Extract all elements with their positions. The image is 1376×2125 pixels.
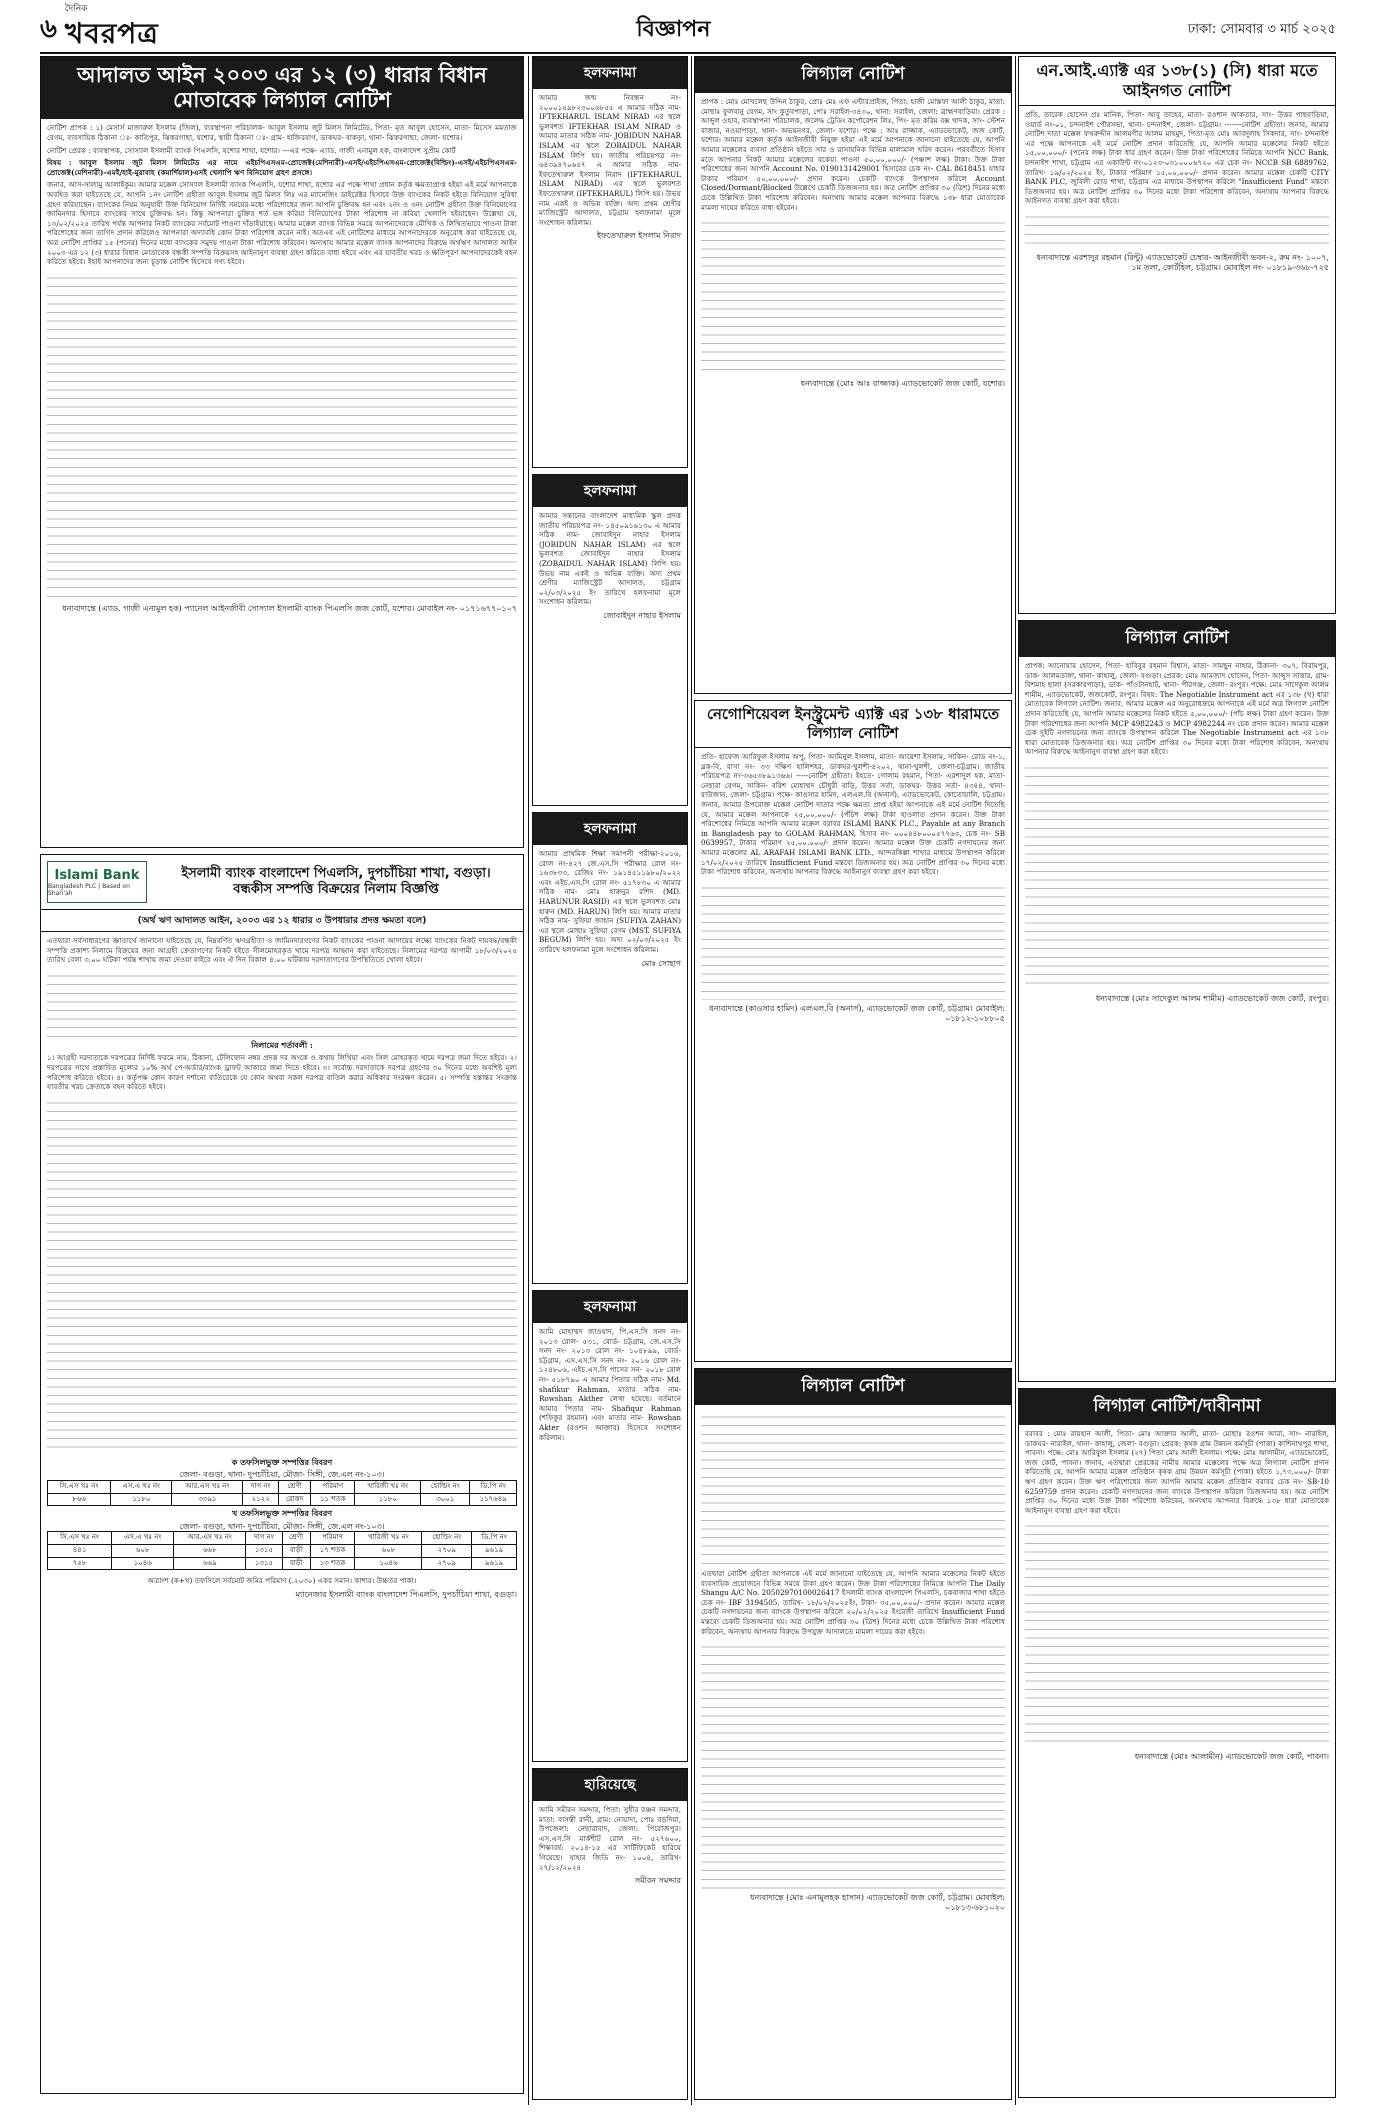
table-header-cell: ডি.পি নং	[470, 1480, 517, 1493]
notice-body	[1019, 657, 1335, 1008]
legal-notice-1	[694, 56, 1012, 694]
text-continuation	[1025, 760, 1329, 990]
table-cell: রোকদ	[279, 1493, 311, 1506]
notice-title: লিগ্যাল নোটিশ	[695, 57, 1011, 93]
text-continuation	[701, 215, 1005, 375]
column-rule	[528, 56, 529, 2105]
paper-name	[65, 1, 159, 59]
terms-text: ১। আগ্রহী দরদাতাকে দরপত্রের নির্দিষ্ট ফরমে নাম, ঠিকানা, টেলিফোন নম্বর প্রদত্ত দর অংকে ও কথায় লিখিয়া এবং সিল মোহরকৃত খামে দরপত্র জমা দিতে হইবে। ২। দরপত্রের সাথে প্রস্তাবিত মূল্যের ১০% অর্থ পে-অর্ডার/ব্যাংক ড্রাফট আকারে জমা দিতে হইবে। ৩। সর্বোচ্চ দরদাতাকে দরপত্র গ্রহণের ৩০ দিনের মধ্যে অবশিষ্ট মূল্য পরিশোধ করিতে হইবে। ৪। কর্তৃপক্ষ কোন কারণ দর্শানো ব্যতিরেকে যে কোন অথবা সকল দরপত্র বাতিল করার অধিকার সংরক্ষণ করেন। ৫। সম্পত্তি হস্তান্তর সংক্রান্ত যাবতীয় খরচ ক্রেতাকে বহন করিতে হইবে।	[47, 1053, 517, 1092]
column-rule	[1015, 56, 1016, 2105]
notice-text: প্রাপক : মোঃ মোখলেছ উদ্দিন ঠাকুর, প্রোঃ মেঃ এফ এন্টারপ্রাইজ, পিতা: হাজী মোস্তফা আলী ঠাকুর, মাতা: মোছাঃ ফুলবানু বেগম, সাং কুতুবপাড়া, পোঃ সরাইল-৩৪৩০, থানা: সরাইল, জেলা: ব্রাহ্মণবাড়িয়া। প্রেরক : আব্দুল ওহাব, ব্যবস্থাপনা পরিচালক, জলেদ্ধ ট্রেডিং কর্পোরেশন লিঃ, পিং- মৃত করিম বক্স খাদক, সাং- স্টেশন বাজার, নওয়াপাড়া, থানা- অভয়নগর, জেলা- যশোর। পক্ষে : আঃ রাজ্জাক, এ্যাডভোকেট, জজ কোর্ট, যশোর। আমার মক্কেল কর্তৃক আইনজীবী নিযুক্ত হইয়া এই মর্মে আপনাকে জানানো যাইতেছে যে, আপনি আমার মক্কেলের ব্যবসা প্রতিষ্ঠান হইতে সার ও রাসায়নিক বিভিন্ন মালামাল খরিদ করেন। পরবর্তীতে হিসাব মতে আপনার নিকট আমার মক্কেলের বকেয়া পাওনা ৫০,০০,০০০/- (পঞ্চাশ লক্ষ) টাকা। উক্ত টাকা পরিশোধের জন্য আপনি Account No. 0190131429001 হিসাবের চেক নং- CAL 8618451 যাহার টাকার পরিমাণ ৫০,০০,০০০/- প্রদান করেন। চেকটি ব্যাংকে উপস্থাপন করিলে Account Closed/Dormant/Blocked উল্লেখে চেকটি ডিজঅনার হয়। অত্র নোটিশ প্রাপ্তির ৩০ (ত্রিশ) দিনের মধ্যে চেকে উল্লিখিত টাকা পরিশোধ করিবেন। অন্যথায় আমার মক্কেল আপনার বিরুদ্ধে ১৩৮ ধারা মোতাবেক মামলা দায়ের করিতে বাধ্য হইবেন।	[701, 97, 1005, 212]
schedule-2-location: জেলা- বগুড়া, থানা- দুপচাঁচিয়া, মৌজা- সিঙ্গী, জে.এল নং-১০৩।	[179, 1521, 385, 1531]
notice-title: লিগ্যাল নোটিশ	[1019, 621, 1335, 657]
table-cell: ১৭ শতক	[310, 1544, 355, 1557]
table-cell: ৯৬১৯	[472, 1557, 517, 1570]
affidavit-title: হলফনামা	[533, 813, 687, 845]
masthead	[40, 1, 159, 59]
affidavit-text: আমার জন্ম নিবন্ধন নং- ২০০০১৫৯৮২৩০০৬৮৫৫ এ আমার সঠিক নাম- IFTEKHARUL ISLAM NIRAD এর স্থলে ভুলবশত IFTEKHAR ISLAM NIRAD ও আমার মাতার সঠিক নাম- JOBIDUN NAHAR ISLAM এর স্থলে ZOBAIDUL NAHAR ISLAM লিপি হয়। জাতীয় পরিচয়পত্র নং- ৬৪৩৯৪৭০৬৫৭ এ আমার সঠিক নাম- ইফতেখারুল ইসলাম নিরাদ (IFTEKHARUL ISLAM NIRAD) এর স্থলে ভুলবশত ইফতেখারুল (IFTEKHARUL) লিপি হয়। উভয় নাম একই ও অভিন্ন ব্যক্তি। অদ্য প্রথম শ্রেণীর ম্যাজিস্ট্রেট আদালত, চট্টগ্রাম হলফনামা মূলে সংশোধন করিলাম।	[539, 93, 681, 227]
notice-signature: ধন্যবাদান্তে এরশাদুর রহমান (রিন্টু) এ্যাডভোকেট চেম্বার- আইনজীবী ভবন-২, রুম নং- ১০০৭, ১ম তলা, কোর্টহিল, চট্টগ্রাম। মোবাইল নং- ০১৮১৯-৩৬৮-৭২৫	[1036, 252, 1329, 272]
table-row	[48, 1493, 517, 1506]
table-cell: ৪৪১	[48, 1544, 112, 1557]
affidavit-text: আমার সন্তানের বাংলাদেশ মাধ্যমিক স্কুল প্রদত্ত জাতীয় পরিচয়পত্র নং- ১৪৫০৯১৬১৩০ এ আমার সঠিক নাম- জোবাইদুন নাহার ইসলাম (JOBIDUN NAHAR ISLAM) এর স্থলে ভুলবশত জোবাইদুন নাহার ইসলাম (ZOBAIDUL NAHAR ISLAM) লিপি হয়। উভয় নাম একই ও অভিন্ন ব্যক্তি। অদ্য প্রথম শ্রেণীর ম্যাজিস্ট্রেট আদালত, চট্টগ্রাম ০২/০৩/২০২৫ ইং তারিখে হলফনামা মূলে সংশোধন করিলাম।	[539, 511, 681, 607]
text-continuation	[701, 1639, 1005, 1889]
lost-title: হারিয়েছে	[533, 1769, 687, 1801]
notice-text: প্রতি- হাফেজ আরিফুল ইসলাম অপু, পিতা- আমিনুল ইসলাম, মাতা- আয়েশা ইসলাম, সাকিন- রোড নং-১, ব্লক-বি, বাসা নং- ৩৩ দক্ষিণ হালিশহর, ডাকঘর-খুলশী-৪২০২, থানা-খুলশী, জেলা-চট্টগ্রাম। জাতীয় পরিচয়পত্র নং-৩৬৫৩৮৯১৩৬৬। -----নোটিশ গ্রহীতা। ইহতে- গোলাম রহমান, পিতা- এরশাদুল হক, মাতা- নেছারা বেগম, সাকিন- বরিশ মোহাম্মদ চৌধুরী বাড়ি, উত্তর সর্তা, ডাকঘর- উত্তর সর্তা- ৪৩৪৪, থানা- রাউজান, জেলা- চট্টগ্রাম। পক্ষে- কাওসার হামিদ, এলএল.বি (অনার্স), এ্যাডভোকেট, কোতোয়ালি, চট্টগ্রাম। জনাব, আমার উপরোক্ত মক্কেল নোটিশ দাতার পক্ষে ক্ষমতা প্রাপ্ত হইয়া আপনাকে এই মর্মে নোটিশ দিতেছি যে, আমার মক্কেল আপনাকে ২৫,০০,০০০/- (পঁচিশ লক্ষ) টাকা হাওলাত প্রদান করেন। উক্ত টাকা পরিশোধের নিমিত্তে আপনি আমার মক্কেল বরাবর ISLAMI BANK PLC., Payable at any Branch in Bangladesh pay to GOLAM RAHMAN, হিসাব নং- ০০০৪৪৮০০০৫৭৭৬৩, চেক নং- SB 0639957, টাকার পরিমাণ ২৫,০০,০০০/- প্রদান করেন। আমার মক্কেল উক্ত চেকটি নগদায়নের জন্য আমার মক্কেলের AL ARAFAH ISLAMI BANK LTD., আন্দরকিল্লা শাখার মাধ্যমে উপস্থাপন করিলে ১৭/০২/২০২৫ তারিখে Insufficient Fund মন্তব্যে ডিজঅনার হয়। অত্র নোটিশ প্রাপ্তির ৩০ দিনের মধ্যে টাকা পরিশোধ করিবেন, অন্যথায় আপনার বিরুদ্ধে আইনানুগ ব্যবস্থা গ্রহণ করা হইবে।	[701, 752, 1005, 877]
schedule-2-table	[47, 1531, 517, 1570]
table-header-cell: দাগ নং	[246, 1532, 282, 1545]
page-header	[40, 4, 1336, 54]
table-cell: ৬৬৯	[174, 1557, 246, 1570]
notice-body	[695, 93, 1011, 393]
table-cell: ১০৪৬	[355, 1557, 422, 1570]
affidavit-3	[532, 812, 688, 1284]
table-cell: ৬৬৮	[174, 1544, 246, 1557]
lost-notice	[532, 1768, 688, 2100]
table-cell: ১১৮০	[355, 1493, 421, 1506]
lost-text: আমি সমীরন সমদ্দার, পিতা: সুধীর রঞ্জন সমদ্দার, মাতা: বাসন্তী রানী, গ্রাম: নোয়াদা, পোঃ বড়দিয়া, উপজেলা: নেছারাবাদ, জেলা: পিরোজপুর। এস.এস.সি মার্কশীট রোল নং- ৫২৭৬০০, শিক্ষাবর্ষ: ২০১৪-১৫ এর সার্টিফিকেট হারিয়ে গিয়েছে। যাহার জিডি নং- ১০০৪, তারিখ- ২৭/১২/২০২৪	[539, 1805, 681, 1872]
section-title: বিজ্ঞাপন	[636, 16, 711, 42]
affidavit-signer: মোঃ সোহাগ	[641, 958, 681, 968]
notice-text: বরাবর : মোঃ রায়হান আলী, পিতা- মোঃ আক্তার আলী, মাতা- মোছাঃ রওশন আরা, সাং- নারাইল, ডাকঘর- নারাইল, থানা- কাহালু, জেলা- বগুড়া। প্রেরক: কৃষক গ্রাম উন্নয়ন কর্মসূচী (পাকা) কাশিনাথপুর শাখা, পাবনা। পক্ষে: মোঃ আরিফুল ইসলাম (২৭) পিতা মোঃ আলী ইসলাম। পক্ষে: মোঃ আলামীন, এ্যাডভোকেট, জজ কোর্ট, পাবনা। জনাব, এতদ্বারা প্রেরকের নামীয় আমার মক্কেলের পক্ষে অত্র লিগ্যাল নোটিশ প্রদান করিতেছি যে, আপনি আমার মক্কেল প্রতিষ্ঠান কৃষক গ্রাম উন্নয়ন কর্মসূচী (পাকা) হইতে ১,৭৩,০০০/- টাকা ঋণ গ্রহণ করেন। উক্ত ঋণ পরিশোধের জন্য আপনি আমার মক্কেল প্রতিষ্ঠান বরাবর চেক নং- SB-10 6259759 প্রদান করেন। চেকটি নগদায়নের জন্য ব্যাংকে উপস্থাপন করিলে ডিজঅনার হয়। অত্র নোটিশ প্রাপ্তির ৩০ দিনের মধ্যে উক্ত টাকা পরিশোধ করিবেন, অন্যথায় আপনার বিরুদ্ধে ১৩৮ ধারা মোতাবেক আইনানুগ ব্যবস্থা গ্রহণ করা হইবে।	[1025, 1429, 1329, 1515]
legal-notice-court-act	[40, 56, 524, 848]
notice-text: জনাব, আস-সালামু আলাইকুম। আমার মক্কেল সোস্যাল ইসলামী ব্যাংক পিএলসি, যশোর শাখা, যশোর এর পক্ষে শাখা প্রধান কর্তৃক ক্ষমতাপ্রাপ্ত হইয়া এই মর্মে আপনাকে অবহিত করা যাইতেছে যে, আপনি ১নং নোটিশ গ্রহীতা আবুল ইসলাম জুট মিলস লিঃ এর ম্যানেজিং ডাইরেক্টর হিসাবে উক্ত ব্যাংকের নিকট হইতে বিনিয়োগ সুবিধা গ্রহণ করিয়াছেন। ব্যাংকের নিয়ম অনুযায়ী উক্ত বিনিয়োগ নির্দিষ্ট সময়ের মধ্যে পরিশোধের জন্য আপনি চুক্তিবদ্ধ হন এবং ২নং ও ৩নং নোটিশ গ্রহীতা উক্ত বিনিয়োগের জামিনদার হিসাবে ব্যাংকের সাথে চুক্তিবদ্ধ হন। কিন্তু আপনারা চুক্তির শর্ত ভঙ্গ করিয়া বিনিয়োগের টাকা পরিশোধ না করিয়া খেলাপি হইয়াছেন। উল্লেখ্য যে, ১৩/০২/২০২৫ তারিখ পর্যন্ত আপনার নিকট ব্যাংকের সর্বমোট পাওনা দাঁড়াইয়াছে। আমার মক্কেল ব্যাংক বিভিন্ন সময়ে আপনাদেরকে মৌখিক ও লিখিতভাবে পাওনা টাকা পরিশোধের জন্য তাগিদ প্রদান করিলেও আপনারা অদ্যাবধি কোন টাকা পরিশোধ করেন নাই। অতএব এই নোটিশের মাধ্যমে আপনাদেরকে অনুরোধ করা যাইতেছে যে, অত্র নোটিশ প্রাপ্তির ১৫ (পনের) দিনের মধ্যে ব্যাংকের সমুদয় পাওনা টাকা পরিশোধ করিবেন। অন্যথায় আমার মক্কেল ব্যাংক আপনাদের বিরুদ্ধে অর্থঋণ আদালত আইন ২০০৩ এর ১২ (৩) ধারার বিধান মোতাবেক বন্ধকী সম্পত্তি বিক্রয়সহ আইনানুগ ব্যবস্থা গ্রহণ করিতে বাধ্য হইবে এবং এর যাবতীয় খরচ ও ক্ষতিপূরণ আপনাদেরকেই বহন করিতে হইবে। ইহাই আপনাদের জন্য চূড়ান্ত নোটিশ হিসেবে গণ্য হইবে।	[47, 180, 517, 267]
auction-title: বন্ধকীস সম্পত্তি বিক্রয়ের নিলাম বিজ্ঞপ্তি	[233, 882, 439, 897]
text-continuation	[47, 968, 517, 1038]
table-row	[48, 1557, 517, 1570]
table-header-cell: হোল্ডিং নং	[422, 1532, 472, 1545]
notice-title: আদালত আইন ২০০৩ এর ১২ (৩) ধারার বিধান মোতাবেক লিগ্যাল নোটিশ	[41, 57, 523, 119]
notice-text: প্রাপক: আনোয়ার হোসেন, পিতা- হাবিবুর রহমান বিশ্বাস, মাতা- সামছুন নাহার, ঠিকানা- ৩০৭, বিরামপুর, ডাক- আলমডাঙ্গা, থানা- কাহালু, জেলা- বগুড়া। প্রেরক: মোঃ আমজাদ হোসেন, পিতা- আব্দুস সাত্তার, গ্রাম- বিশমাহ ছালা (সরকারপাড়া), ডাক- পাঁওটানহাট, থানা- পীরগঞ্জ, জেলা- রংপুর। পক্ষে: মোঃ সাদেকুল আলম শামীম, এ্যাডভোকেট, জজকোর্ট, রংপুর। বিষয়: The Negotiable Instrument act এর ১৩৮ (খ) ধারা মোতাবেক লিগ্যাল নোটিশ। জনাব, আমার মক্কেল এর অনুরোধক্রমে আপনাকে এই মর্মে অত্র লিগ্যাল নোটিশ প্রদান করিতেছি যে, আপনি আমার মক্কেলের নিকট হইতে ৫,০০,০০০/- (পাঁচ লক্ষ) টাকা গ্রহণ করেন। উক্ত টাকা পরিশোধের জন্য আপনি MCP 4982243 ও MCP 4982244 নং চেক প্রদান করেন। আমার মক্কেল চেক দুইটি নগদায়নের জন্য ব্যাংকে উপস্থাপন করিলে The Negotiable Instrument act এর ১৩৮ ধারা মোতাবেক ডিজঅনার হয়। অত্র নোটিশ প্রাপ্তির ৩০ দিনের মধ্যে টাকা পরিশোধ করিবেন, অন্যথায় আপনার বিরুদ্ধে আইনানুগ ব্যবস্থা গ্রহণ করা হইবে।	[1025, 661, 1329, 757]
table-header-cell: শ্রেণী	[282, 1532, 310, 1545]
table-cell: বাড়ী	[282, 1557, 310, 1570]
table-cell: ৬০৮	[112, 1544, 174, 1557]
notice-title: লিগ্যাল নোটিশ/দাবীনামা	[1019, 1389, 1335, 1425]
auction-signature: ম্যানেজার ইসলামী ব্যাংক বাংলাদেশ পিএলসি, দুপচাঁচিয়া শাখা, বগুড়া।	[295, 1589, 517, 1599]
notice-signature: ধন্যবাদান্তে (মোঃ আলামীন) এ্যাডভোকেট জজ কোর্ট, পাবনা।	[1134, 1752, 1329, 1762]
affidavit-text: আমার প্রাথমিক শিক্ষা সমাপনী পরীক্ষা-২০১৬, রোল নং-৪২৭ জে.এস.সি পরীক্ষার রোল নং- ১৬৩৮৩৩, রেজিঃ নং- ১৯১৪৫১১৯৮০/২০২২ এবং এইচ.এস.সি রোল নং- ৫১৭৮৩০ এ আমার সঠিক নাম- মোঃ হারুনুর রশিদ (MD. HARUNUR RASID) এর স্থলে ভুলবশত মোঃ হারুন (MD. HARUN) লিপি হয়। আমার মাতার সঠিক নাম- সুফিয়া জাহান (SUFIYA ZAHAN) এর স্থলে মোছাঃ সুফিয়া বেগম (MST. SUFIYA BEGUM) লিপি হয়। অদ্য ০২/০৩/২০২৫ ইং তারিখে হলফনামা মূলে সংশোধন করিলাম।	[539, 849, 681, 954]
text-continuation	[701, 880, 1005, 1000]
affidavit-signer: জোবাইদুন নাহার ইসলাম	[603, 610, 681, 620]
text-continuation	[1025, 1518, 1329, 1748]
table-header-cell: এস.এ খঃ নং	[111, 1480, 172, 1493]
table-header-cell: শ্রেণী	[279, 1480, 311, 1493]
legal-notice-3	[1018, 620, 1336, 1382]
affidavit-4	[532, 1290, 688, 1762]
table-cell: ১৩১৫	[246, 1557, 282, 1570]
paper-small: দৈনিক	[64, 4, 88, 14]
table-cell: ১৩১৫	[246, 1544, 282, 1557]
ni-act-notice	[694, 700, 1012, 1362]
table-cell: ১১ শতক	[311, 1493, 355, 1506]
notice-body	[695, 748, 1011, 1028]
notice-signature: ধন্যবাদান্তে (এ্যাড. গাজী এনামুল হক) প্যানেল আইনজীবী সোস্যাল ইসলামী ব্যাংক পিএলসি জজ কোর্ট, যশোর। মোবাইল নং- ০১৭১৬৭৭০১০৭	[62, 603, 517, 613]
affidavit-title: হলফনামা	[533, 1291, 687, 1323]
text-continuation	[701, 1409, 1005, 1569]
table-cell: ২১২২	[243, 1493, 279, 1506]
table-cell: ৩০০১	[421, 1493, 470, 1506]
table-header-cell: পরিমাণ	[311, 1480, 355, 1493]
affidavit-text: আমি মোহাম্মদ জাওয়াদ, পি.এস.সি সনদ নং- ২০১৩ রোল- ৫৩১, বোর্ড- চট্টগ্রাম, জে.এস.সি সনদ নং- ২০১৩ রোল নং- ১০৪৮৯৯, বোর্ড- চট্টগ্রাম, এস.এস.সি সনদ নং- ২০১৬ রোল নং- ১২৪৮০৬, এইচ.এস.সি পাসের সন- ২০১৮ রোল নং- ৫১৮৭৯০ এ আমার পিতার সঠিক নাম- Md. shafikur Rahman, মাতার সঠিক নাম- Rowshan Akther লেখা হয়েছে। বর্তমানে আমার পিতার নাম- Shafiqur Rahman (শফিকুর রহমান) এবং মাতার নাম- Rowshan Akter (রওশন আক্তার) হিসেবে সংশোধন করিলাম।	[539, 1327, 681, 1442]
table-cell: ৬০৮	[355, 1544, 422, 1557]
column-2	[532, 56, 688, 2105]
column-1	[40, 56, 524, 2105]
text-continuation	[1025, 209, 1329, 249]
notice-title: এন.আই.এ্যাক্ট এর ১৩৮(১) (সি) ধারা মতে আইনগত নোটিশ	[1019, 57, 1335, 106]
page-number: ৬	[40, 14, 57, 44]
auction-subtitle: (অর্থ ঋণ আদালত আইন, ২০০৩ এর ১২ ধারার ৩ উপধারার প্রদত্ত ক্ষমতা বলে)	[41, 910, 523, 932]
table-cell: ২৭০৯	[422, 1544, 472, 1557]
affidavit-body	[533, 1323, 687, 1449]
table-row	[48, 1544, 517, 1557]
text-continuation	[47, 270, 517, 600]
bank-branch: ইসলামী ব্যাংক বাংলাদেশ পিএলসি, দুপচাঁচিয়া শাখা, বগুড়া।	[181, 866, 491, 881]
affidavit-2	[532, 474, 688, 806]
table-header-cell: আর.এস খঃ নং	[174, 1532, 246, 1545]
table-cell: ২৭০৯	[422, 1557, 472, 1570]
logo-sub: Bangladesh PLC | Based on Shari'ah	[48, 882, 130, 897]
notice-signature: ধন্যবাদান্তে (মোঃ সাদেকুল আলম শামীম) এ্যাডভোকেট জজ কোর্ট, রংপুর।	[1095, 993, 1329, 1003]
bank-header	[41, 855, 523, 910]
auction-text: এতদ্বারা সর্বসাধারণের জ্ঞাতার্থে জানানো যাইতেছে যে, নিম্নবর্ণিত ঋণগ্রহীতা ও জামিনদারগণের নিকট ব্যাংকের পাওনা আদায়ের লক্ষ্যে ব্যাংকের নিকট দায়বদ্ধ/বন্ধকী সম্পত্তি প্রকাশ্য নিলামে বিক্রয়ের জন্য আগ্রহী ক্রেতাগণের নিকট হইতে সীলমোহরকৃত খামে দরপত্র আহ্বান করা যাইতেছে। নিলামের দরপত্র আগামী ১৮/০৩/২০২৫ তারিখ বেলা ৩.০০ ঘটিকা পর্যন্ত শাখায় জমা দেওয়া যাইবে এবং ঐ দিন বিকাল ৪.০০ ঘটিকায় দরদাতাগণের উপস্থিতিতে খোলা হইবে।	[47, 936, 517, 965]
table-cell: বাড়ী	[282, 1544, 310, 1557]
islami-bank-logo	[47, 861, 147, 903]
ni-act-138-notice	[1018, 56, 1336, 614]
legal-notice-claim	[1018, 1388, 1336, 2098]
legal-notice-2	[694, 1368, 1012, 2100]
schedule-1-title: ক তফসিলভুক্ত সম্পত্তির বিবরণ	[231, 1456, 333, 1467]
auction-body	[41, 932, 523, 1604]
notice-text: প্রতি, তারেক হোসেন প্রঃ মানিক, পিতা- আবু তাহের, মাতা- রওশান আকতার, সাং- উত্তর পাছবাড়িয়া, ওয়ার্ড নং-০১, চন্দনাইশ পৌরসভা, থানা- চন্দনাইশ, জেলা- চট্টগ্রাম। -------নোটিশ গ্রহীতা। জনাব, আমার নোটিশ দাতা মক্কেল ফখরুদ্দীন আলমগীর আলম মাহমুদ, পিতা-মৃত মোঃ আবদুলাহ সিকদার, সাং- চন্দনাইশ এর পক্ষে আপনাকে এই মর্মে নোটিশ প্রদান করিতেছি যে, আপনি আমার মক্কেলের নিকট হইতে ১৫,০০,০০০/- (পনের লক্ষ) টাকা ধার গ্রহণ করেন। উক্ত টাকা পরিশোধের নিমিত্তে আপনি NCC Bank, চন্দনাইশ শাখা, চট্টগ্রাম এর একাউন্ট নং-০১২৩-০৩১০০০৬৭২০ এর চেক নং- NCCB SB 6889762, তারিখ- ১৯/০২/২০২৫ ইং, টাকার পরিমাণ ১৫,০০,০০০/- প্রদান করেন। আমার মক্কেল চেকটি CITY BANK PLC, জুবিলী রোড শাখা, চট্টগ্রাম এর মাধ্যমে উপস্থাপন করিলে "Insufficient Fund" মন্তব্যে ডিজঅনার হয়। অত্র নোটিশ প্রাপ্তির ৩০ দিনের মধ্যে টাকা পরিশোধ করিবেন, অন্যথায় আপনার বিরুদ্ধে আইনগত ব্যবস্থা গ্রহণ করা হইবে।	[1025, 110, 1329, 206]
paper-title: খবরপত্র	[64, 17, 159, 50]
notice-recipients: নোটিশ প্রাপক : ১) মেসার্স মাজারুল ইসলাম (জিল), ব্যবস্থাপনা পরিচালক- আবুল ইসলাম জুট মিলস লিমিটেড, পিতা- মৃত আবুল হোসেন, মাতা- মিসেস মমতাজ বেগম, ব্যবসায়িক ঠিকানা ঃ- কাতিপুর, ঝিকরগাছা, যশোর, স্থায়ী ঠিকানা ঃ- গ্রাম- হাজিরবাগ, ডাকঘর- বাকড়া, থানা- ঝিকরগাছা, জেলা- যশোর।	[47, 123, 517, 142]
schedule-1-location: জেলা- বগুড়া, থানা- দুপচাঁচিয়া, মৌজা- সিঙ্গী, জে.এল নং-১০৩।	[179, 1470, 385, 1480]
notice-text: এতদ্বারা নোটিশ গ্রহীতা আপনাকে এই মর্মে জানানো যাইতেছে যে, আপনি আমার মক্কেলের নিকট হইতে ব্যবসায়িক প্রয়োজনে বিভিন্ন সময়ে টাকা গ্রহণ করেন। উক্ত টাকা পরিশোধের নিমিত্তে আপনি The Daily Shangu A/C No. 20502970100026417 ইসলামী ব্যাংক বাংলাদেশ পিএলসি, চকবাজার শাখা হইতে চেক নং- IBF 3194505, তারিখ- ১৮/০২/২০২৫ইং, টাকা- ৩৫,০০,০০০/- প্রদান করেন। আমার মক্কেল চেকটি নগদায়নের জন্য ব্যাংকে উপস্থাপন করিলে ২০/০২/২০২৫ ইংরেজী তারিখে Insufficient Fund মন্তব্যে চেকটি ডিজঅনার হয়। অত্র নোটিশ প্রাপ্তির ৩০ (ত্রিশ) দিনের মধ্যে চেকে উল্লিখিত টাকা পরিশোধ করিবেন, অন্যথায় আপনার বিরুদ্ধে উপযুক্ত আদালতে মামলা দায়ের করা হইবে।	[701, 1569, 1005, 1636]
column-3	[694, 56, 1012, 2105]
table-header-cell: হোল্ডিং নং	[421, 1480, 470, 1493]
auction-footnote: অত্রাংশ (ক+খ) তফসিলে সর্বমোট জমির পরিমাণ (.২০৩০) একর সমান। কাশ্যর। উচ্চতর পাকা।	[147, 1576, 417, 1586]
notice-signature: ধন্যবাদান্তে (মোঃ আঃ রাজ্জাক) এ্যাডভোকেট জজ কোর্ট, যশোর।	[800, 379, 1005, 389]
notice-title: লিগ্যাল নোটিশ	[695, 1369, 1011, 1405]
table-header-cell: সি.এস খঃ নং	[48, 1480, 111, 1493]
notice-sender: নোটিশ প্রেরক : ব্যবস্থাপক, সোস্যাল ইসলামী ব্যাংক পিএলসি, যশোর শাখা, যশোর। ---এর পক্ষে- এ্যাড. গাজী এনামুল হক, বাংলাদেশ সুপ্রীম কোর্ট	[47, 145, 456, 155]
affidavit-title: হলফনামা	[533, 57, 687, 89]
notice-body	[41, 119, 523, 617]
table-header-cell: সি.এস খঃ নং	[48, 1532, 112, 1545]
notice-signature: ধন্যবাদান্তে (মোঃ এনামুলহক হাসান) এ্যাডভোকেট জজ কোর্ট, চট্টগ্রাম। মোবাইল: ০১৮১৩-৬৮১০২০	[750, 1893, 1005, 1913]
bank-name	[155, 866, 517, 898]
logo-name: Islami Bank	[54, 867, 140, 883]
table-cell: ১০৪৬	[112, 1557, 174, 1570]
issue-date: ঢাকা: সোমবার ৩ মার্চ ২০২৫	[1187, 21, 1336, 37]
lost-body	[533, 1801, 687, 1890]
table-header-cell: খারিজী খঃ নং	[355, 1532, 422, 1545]
table-header-cell: খারিজী খঃ নং	[355, 1480, 421, 1493]
table-cell: ৭৫৮	[48, 1557, 112, 1570]
notice-body	[695, 1405, 1011, 1917]
column-rule	[691, 56, 692, 2105]
table-header-cell: দাগ নং	[243, 1480, 279, 1493]
table-cell: ৩৩৯১	[172, 1493, 243, 1506]
notice-body	[1019, 106, 1335, 277]
table-cell: ৮৬৬	[48, 1493, 111, 1506]
islami-bank-auction-notice	[40, 854, 524, 2094]
notice-body	[1019, 1425, 1335, 1766]
affidavit-1	[532, 56, 688, 468]
affidavit-signer: ইফতেখারুল ইসলাম নিরাদ	[596, 231, 681, 241]
column-4	[1018, 56, 1336, 2105]
notice-signature: ধন্যবাদান্তে (কাওসার হামিদ) এলএল.বি (অনার্স), এ্যাডভোকেট জজ কোর্ট, চট্টগ্রাম। মোবাইল: ০১৮১২-১০৮৮০৫	[709, 1003, 1005, 1023]
table-header-cell: আর.এস খঃ নং	[172, 1480, 243, 1493]
table-header-cell: ডি.পি নং	[472, 1532, 517, 1545]
affidavit-title: হলফনামা	[533, 475, 687, 507]
table-cell: ১১৭৬৪৯	[470, 1493, 517, 1506]
table-cell: ১১৮০	[111, 1493, 172, 1506]
affidavit-body	[533, 845, 687, 973]
table-header-cell: এস.এ খঃ নং	[112, 1532, 174, 1545]
schedule-2-title: খ তফসিলভুক্ত সম্পত্তির বিবরণ	[231, 1508, 333, 1519]
table-header-row	[48, 1532, 517, 1545]
table-header-cell: পরিমাণ	[310, 1532, 355, 1545]
affidavit-body	[533, 507, 687, 625]
lost-signer: সমীরন সমদ্দার	[634, 1876, 681, 1886]
affidavit-body	[533, 89, 687, 245]
notice-subject: বিষয় : আবুল ইসলাম জুট মিলস লিমিটেড এর নামে এইচপিএসএম-প্রোজেক্ট(মেশিনারী)-এসই/এইচপিএসএম-প্রোজেক্ট(বিল্ডিং)-এসই/এইচপিএসএম-প্রোজেক্ট(মেশিনারী)-এমই/হাই-মুরাবাহ (কমার্শিয়াল)এসই খেলাপি ঋণ বিনিয়োগ গ্রহণ প্রসঙ্গে।	[47, 158, 517, 177]
table-cell: ৯৬১৯	[472, 1544, 517, 1557]
table-cell: ১৩ শতক	[310, 1557, 355, 1570]
terms-title: নিলামের শর্তাবলী :	[251, 1039, 313, 1050]
notice-title: নেগোশিয়েবল ইনস্ট্রুমেন্ট এ্যাক্ট এর ১৩৮ ধারামতে লিগ্যাল নোটিশ	[695, 701, 1011, 748]
table-header-row	[48, 1480, 517, 1493]
text-continuation	[47, 1095, 517, 1455]
schedule-1-table	[47, 1480, 517, 1506]
